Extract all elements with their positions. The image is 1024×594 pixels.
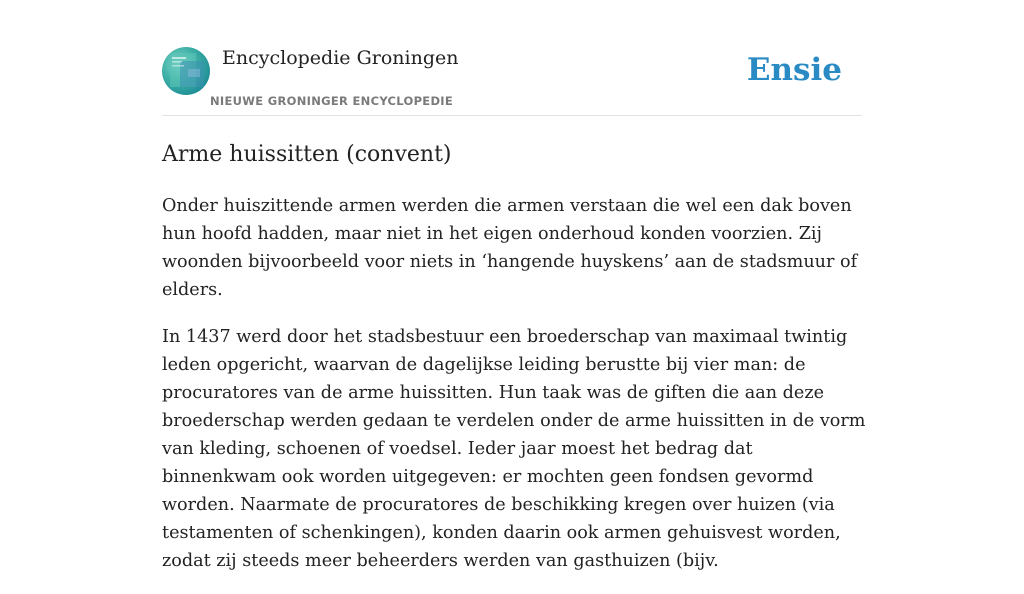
site-header bbox=[162, 0, 862, 116]
book-cover-icon bbox=[162, 47, 210, 95]
site-title[interactable]: Encyclopedie Groningen bbox=[222, 47, 459, 69]
article-body bbox=[162, 192, 866, 594]
ensie-brand-logo[interactable]: Ensie bbox=[746, 52, 842, 88]
site-subtitle: NIEUWE GRONINGER ENCYCLOPEDIE bbox=[210, 94, 454, 108]
article-paragraph: Onder huiszittende armen werden die armen verstaan die wel een dak boven hun hoofd hadden, maar niet in het eigen onderhoud konden voorzien. Zij woonden bijvoorbeeld voor niets in ‘hangende huyskens’ aan de stadsmuur of elders. bbox=[162, 196, 858, 300]
article-title: Arme huissitten (convent) bbox=[162, 142, 452, 167]
content-container bbox=[162, 0, 866, 571]
article-paragraph: In 1437 werd door het stadsbestuur een broederschap van maximaal twintig leden opgericht, waarvan de dagelijkse leiding berustte bij vier man: de procuratores van de arme huissitten. Hun taak was de giften die aan deze broederschap werden gedaan te verdelen onder de arme huissitten in de vorm van kleding, schoenen of voedsel. Ieder jaar moest het bedrag dat binnenkwam ook worden uitgegeven: er mochten geen fondsen gevormd worden. Naarmate de procuratores de beschikking kregen over huizen (via testamenten of schenkingen), konden daarin ook armen gehuisvest worden, zodat zij steeds meer beheerders werden van gasthuizen (bijv. bbox=[162, 327, 866, 571]
encyclopedia-logo-avatar[interactable] bbox=[162, 47, 210, 95]
